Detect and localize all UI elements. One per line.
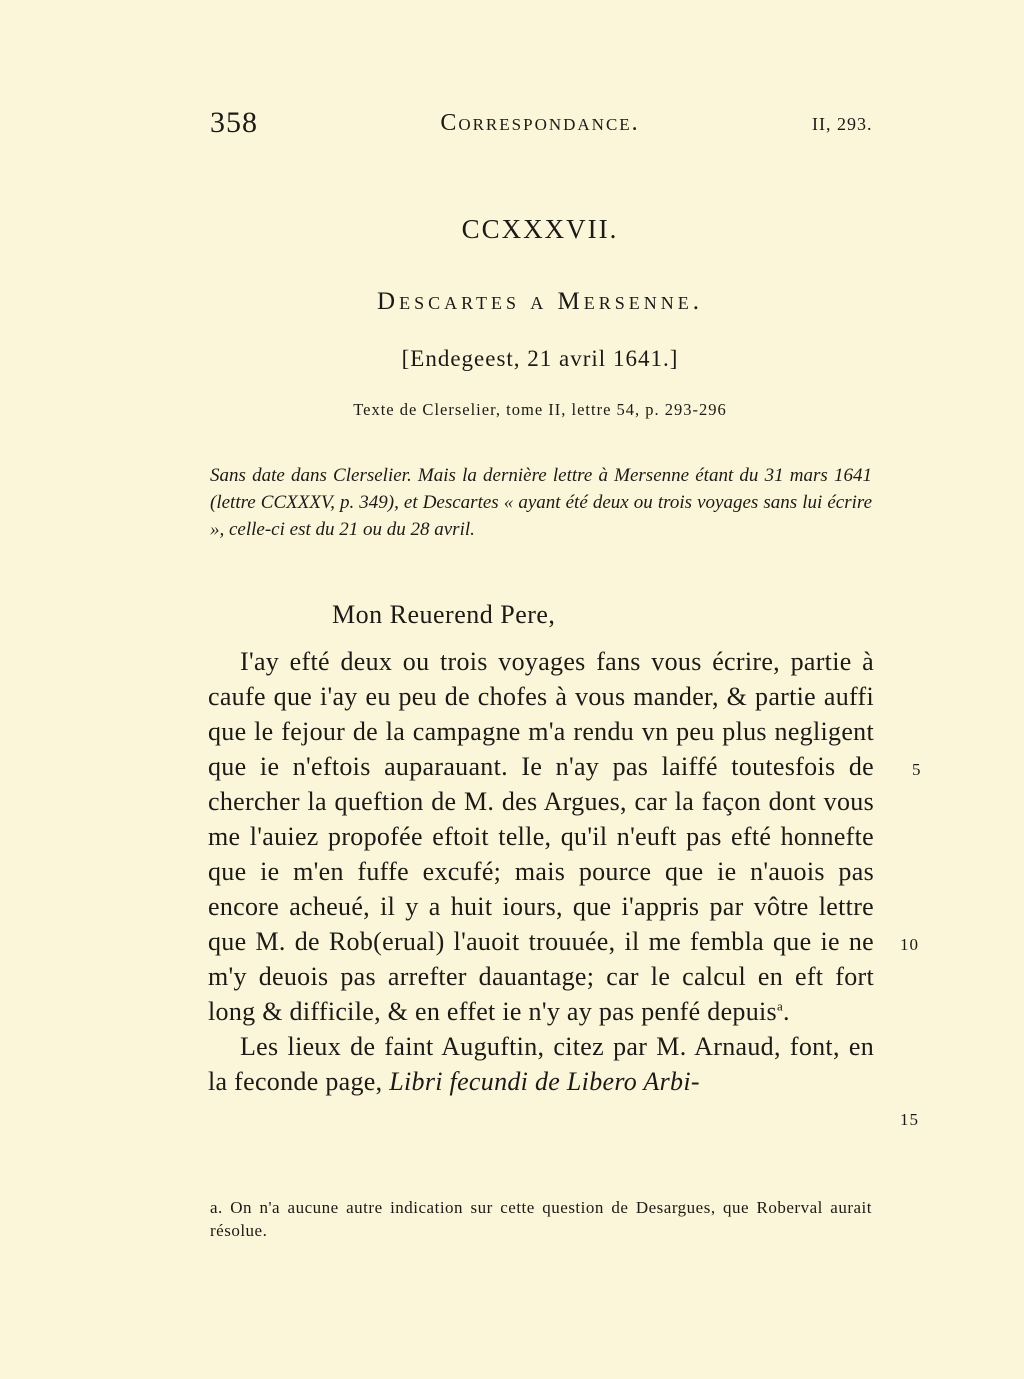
paragraph [208,1029,874,1099]
page-number: 358 [210,106,258,139]
line-number: 15 [900,1110,919,1129]
line-number: 10 [900,935,919,954]
footnote: a. On n'a aucune autre indication sur cette question de Desargues, que Roberval aurait résolue. [210,1198,872,1240]
paragraph [208,644,874,1029]
paragraph-text: I'ay efté deux ou trois voyages fans vous écrire, partie à caufe que i'ay eu peu de chofes à vous mander, & partie auffi que le fejour de la campagne m'a rendu vn peu plus negligent que ie n'eftois auparauant. Ie n'ay pas laiffé toutesfois de chercher la queftion de M. des Argues, car la façon dont vous me l'auiez propofée eftoit telle, qu'il n'euft pas efté honnefte que ie m'en fuffe excufé; mais pource que ie n'auois pas encore acheué, il y a huit iours, que i'appris par vôtre lettre que M. de Rob(erual) l'auoit trouuée, il me fembla que ie ne m'y deuois pas arrefter dauantage; car le calcul en eft fort long & difficile, & en effet ie n'y ay pas penfé depuis [208,647,874,1026]
salutation: Mon Reuerend Pere, [332,600,556,629]
letter-title: Descartes a Mersenne. [377,288,703,315]
letter-dateline: [Endegeest, 21 avril 1641.] [401,346,679,371]
paragraph-text: Les lieux de faint Auguftin, citez par M. Arnaud, font, en la feconde page, [208,1032,874,1096]
footnote-marker: a [776,998,784,1014]
line-number: 5 [912,760,922,779]
volume-reference: II, 293. [812,114,873,134]
letter-number: CCXXXVII. [461,214,619,244]
editorial-intro: Sans date dans Clerselier. Mais la dernière lettre à Mersenne étant du 31 mars 1641 (lettre CCXXXV, p. 349), et Descartes « ayant été deux ou trois voyages sans lui écrire », celle-ci est du 21 ou du 28 avril. [210,465,872,540]
letter-body [208,644,874,1099]
italic-title: Libri fecundi de Libero Arbi- [389,1067,700,1096]
paragraph-end: . [783,997,790,1026]
running-head: Correspondance. [440,110,640,136]
source-note: Texte de Clerselier, tome II, lettre 54, p. 293-296 [353,400,727,419]
